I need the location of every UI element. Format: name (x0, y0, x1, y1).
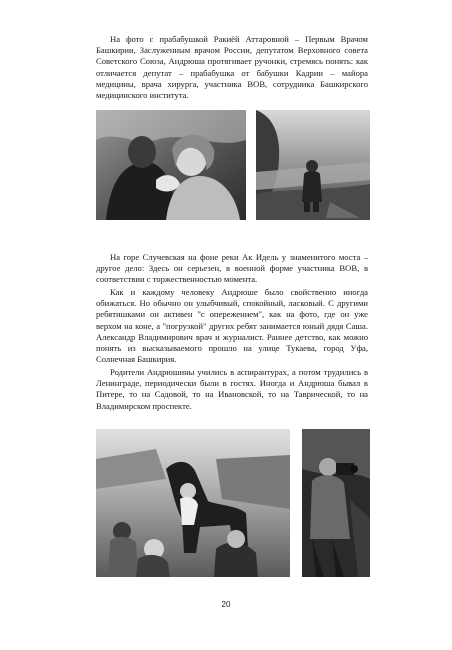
paragraph-river-photo: На горе Случевская на фоне реки Ак Идель у знаменитого моста – другое дело: Здесь он серьезен, в военной форме участника ВОВ, в соответствии с торжественностью момента. (96, 252, 368, 285)
photo-man-with-camera (302, 429, 370, 577)
paragraph-grandmothers: На фото с прабабушкой Ракиёй Аттаровной – Первым Врачом Башкирии, Заслуженным врачом России, депутатом Верховного совета Советского Союза, Андрюша протягивает ручонки, стремясь понять: как отличается депутат – прабабушка от бабушки Кадрии – майора медицины, врача хирурга, участника ВОВ, сотрудника Башкирского медицинского института. (96, 34, 368, 101)
page-number: 20 (221, 600, 231, 609)
paragraph-character: Как и каждому человеку Андрюше было свойственно иногда обижаться. Но обычно он улыбчивый, спокойный, ласковый. С другими ребятишками он активен "с опережением", как на фото, где он уже верхом на коне, а "погрузкой" других ребят занимается юный дядя Саша. Александр Владимирович врач и журналист. Раннее детство, как можно понять из высказываемого прошло на улице Тукаева, город Уфа, Солнечная Башкирия. (96, 287, 368, 365)
photo-children-with-horse (96, 429, 290, 577)
photo-boy-by-river (256, 110, 370, 220)
photo-great-grandmother-and-child (96, 110, 246, 220)
paragraph-parents: Родители Андрюшины учились в аспирантурах, а потом трудились в Ленинграде, периодически были в гостях. Иногда и Андрюша бывал в Питере, то на Садовой, то на Ивановской, то на Таврической, то на Владимирском проспекте. (96, 367, 368, 411)
